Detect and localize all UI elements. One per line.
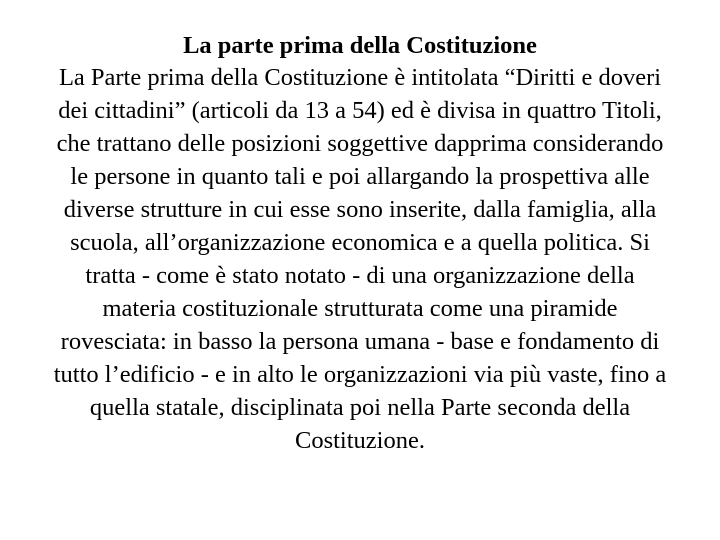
slide-body-text: La Parte prima della Costituzione è intitolata “Diritti e doveri dei cittadini” (articoli da 13 a 54) ed è divisa in quattro Titoli, che trattano delle posizioni soggettive dapprima considerando le persone in quanto tali e poi allargando la prospettiva alle diverse strutture in cui esse sono inserite, dalla famiglia, alla scuola, all’organizzazione economica e a quella politica. Si tratta - come è stato notato - di una organizzazione della materia costituzionale strutturata come una piramide rovesciata: in basso la persona umana - base e fondamento di tutto l’edificio - e in alto le organizzazioni via più vaste, fino a quella statale, disciplinata poi nella Parte seconda della Costituzione.: [53, 64, 667, 454]
slide-title: La parte prima della Costituzione: [183, 32, 537, 59]
